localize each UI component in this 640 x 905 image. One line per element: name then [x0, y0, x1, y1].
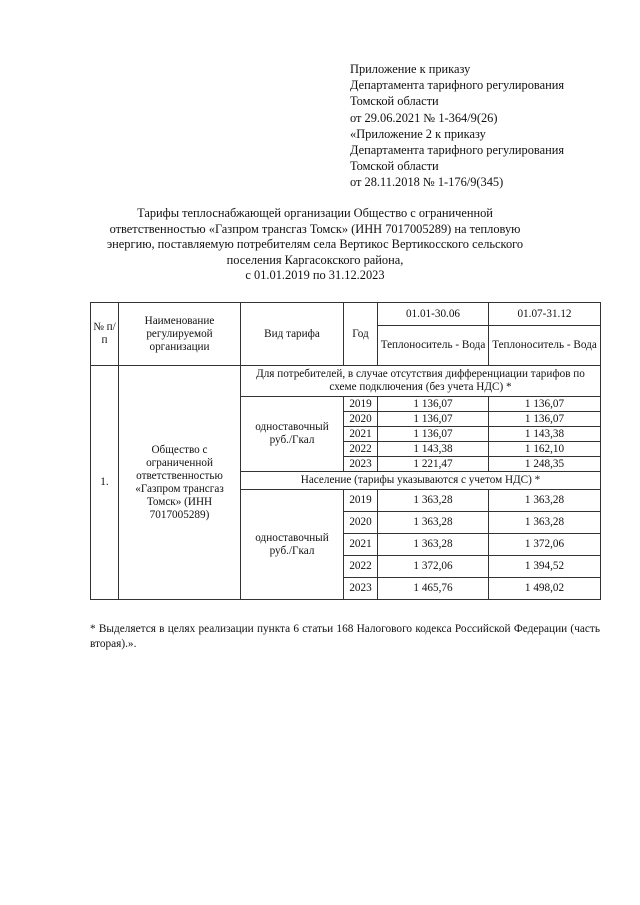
annex-line: Департамента тарифного регулирования [350, 143, 565, 158]
year-cell: 2021 [344, 427, 378, 442]
value-cell: 1 221,47 [378, 457, 489, 472]
year-cell: 2020 [344, 512, 378, 534]
header-period-1: 01.01-30.06 [378, 303, 489, 326]
value-cell: 1 136,07 [489, 412, 601, 427]
value-cell: 1 394,52 [489, 556, 601, 578]
header-period-2: 01.07-31.12 [489, 303, 601, 326]
tariff-table [90, 302, 601, 600]
value-cell: 1 136,07 [489, 397, 601, 412]
year-cell: 2022 [344, 442, 378, 457]
year-cell: 2023 [344, 578, 378, 600]
value-cell: 1 162,10 [489, 442, 601, 457]
annex-line: от 28.11.2018 № 1-176/9(345) [350, 175, 504, 190]
value-cell: 1 136,07 [378, 427, 489, 442]
year-cell: 2019 [344, 397, 378, 412]
title-line: Тарифы теплоснабжающей организации Общество с ограниченной [137, 206, 493, 220]
value-cell: 1 363,28 [378, 512, 489, 534]
annex-line: Департамента тарифного регулирования [350, 78, 565, 93]
value-cell: 1 363,28 [489, 490, 601, 512]
annex-line: от 29.06.2021 № 1-364/9(26) [350, 110, 498, 125]
title-line: с 01.01.2019 по 31.12.2023 [245, 268, 385, 283]
section-title: Население (тарифы указываются с учетом НДС) * [241, 472, 601, 490]
value-cell: 1 136,07 [378, 397, 489, 412]
tariff-type: одноставочный руб./Гкал [241, 397, 344, 472]
title-line: ответственностью «Газпром трансгаз Томск» (ИНН 7017005289) на тепловую [109, 221, 521, 236]
value-cell: 1 372,06 [378, 556, 489, 578]
value-cell: 1 143,38 [378, 442, 489, 457]
annex-header [350, 61, 620, 191]
year-cell: 2023 [344, 457, 378, 472]
header-year: Год [344, 303, 378, 366]
value-cell: 1 136,07 [378, 412, 489, 427]
value-cell: 1 372,06 [489, 534, 601, 556]
value-cell: 1 363,28 [378, 490, 489, 512]
header-carrier-2: Теплоноситель - Вода [489, 326, 601, 366]
section-title-row [91, 366, 601, 397]
value-cell: 1 248,35 [489, 457, 601, 472]
value-cell: 1 363,28 [378, 534, 489, 556]
title-line: поселения Каргасокского района, [226, 252, 404, 267]
header-num: № п/п [91, 303, 119, 366]
header-organization: Наименование регулируемой организации [119, 303, 241, 366]
document-title [90, 206, 540, 284]
organization-name: Общество с ограниченной ответственностью «Газпром трансгаз Томск» (ИНН 7017005289) [119, 366, 241, 600]
value-cell: 1 143,38 [489, 427, 601, 442]
year-cell: 2020 [344, 412, 378, 427]
annex-line: Томской области [350, 159, 439, 174]
tariff-type: одноставочный руб./Гкал [241, 490, 344, 600]
section-title: Для потребителей, в случае отсутствия дифференциации тарифов по схеме подключения (без учета НДС) * [241, 366, 601, 397]
header-tariff-type: Вид тарифа [241, 303, 344, 366]
title-line: энергию, поставляемую потребителям села Вертикос Вертикосского сельского [106, 237, 524, 252]
annex-line: Приложение к приказу [350, 62, 471, 76]
footnote: * Выделяется в целях реализации пункта 6 статьи 168 Налогового кодекса Российской Федерации (часть вторая).». [90, 623, 600, 650]
row-number: 1. [91, 366, 119, 600]
value-cell: 1 465,76 [378, 578, 489, 600]
annex-line: Томской области [350, 94, 439, 109]
value-cell: 1 363,28 [489, 512, 601, 534]
header-carrier-1: Теплоноситель - Вода [378, 326, 489, 366]
value-cell: 1 498,02 [489, 578, 601, 600]
header-row [91, 303, 601, 326]
year-cell: 2019 [344, 490, 378, 512]
annex-line: «Приложение 2 к приказу [350, 126, 486, 141]
year-cell: 2021 [344, 534, 378, 556]
year-cell: 2022 [344, 556, 378, 578]
